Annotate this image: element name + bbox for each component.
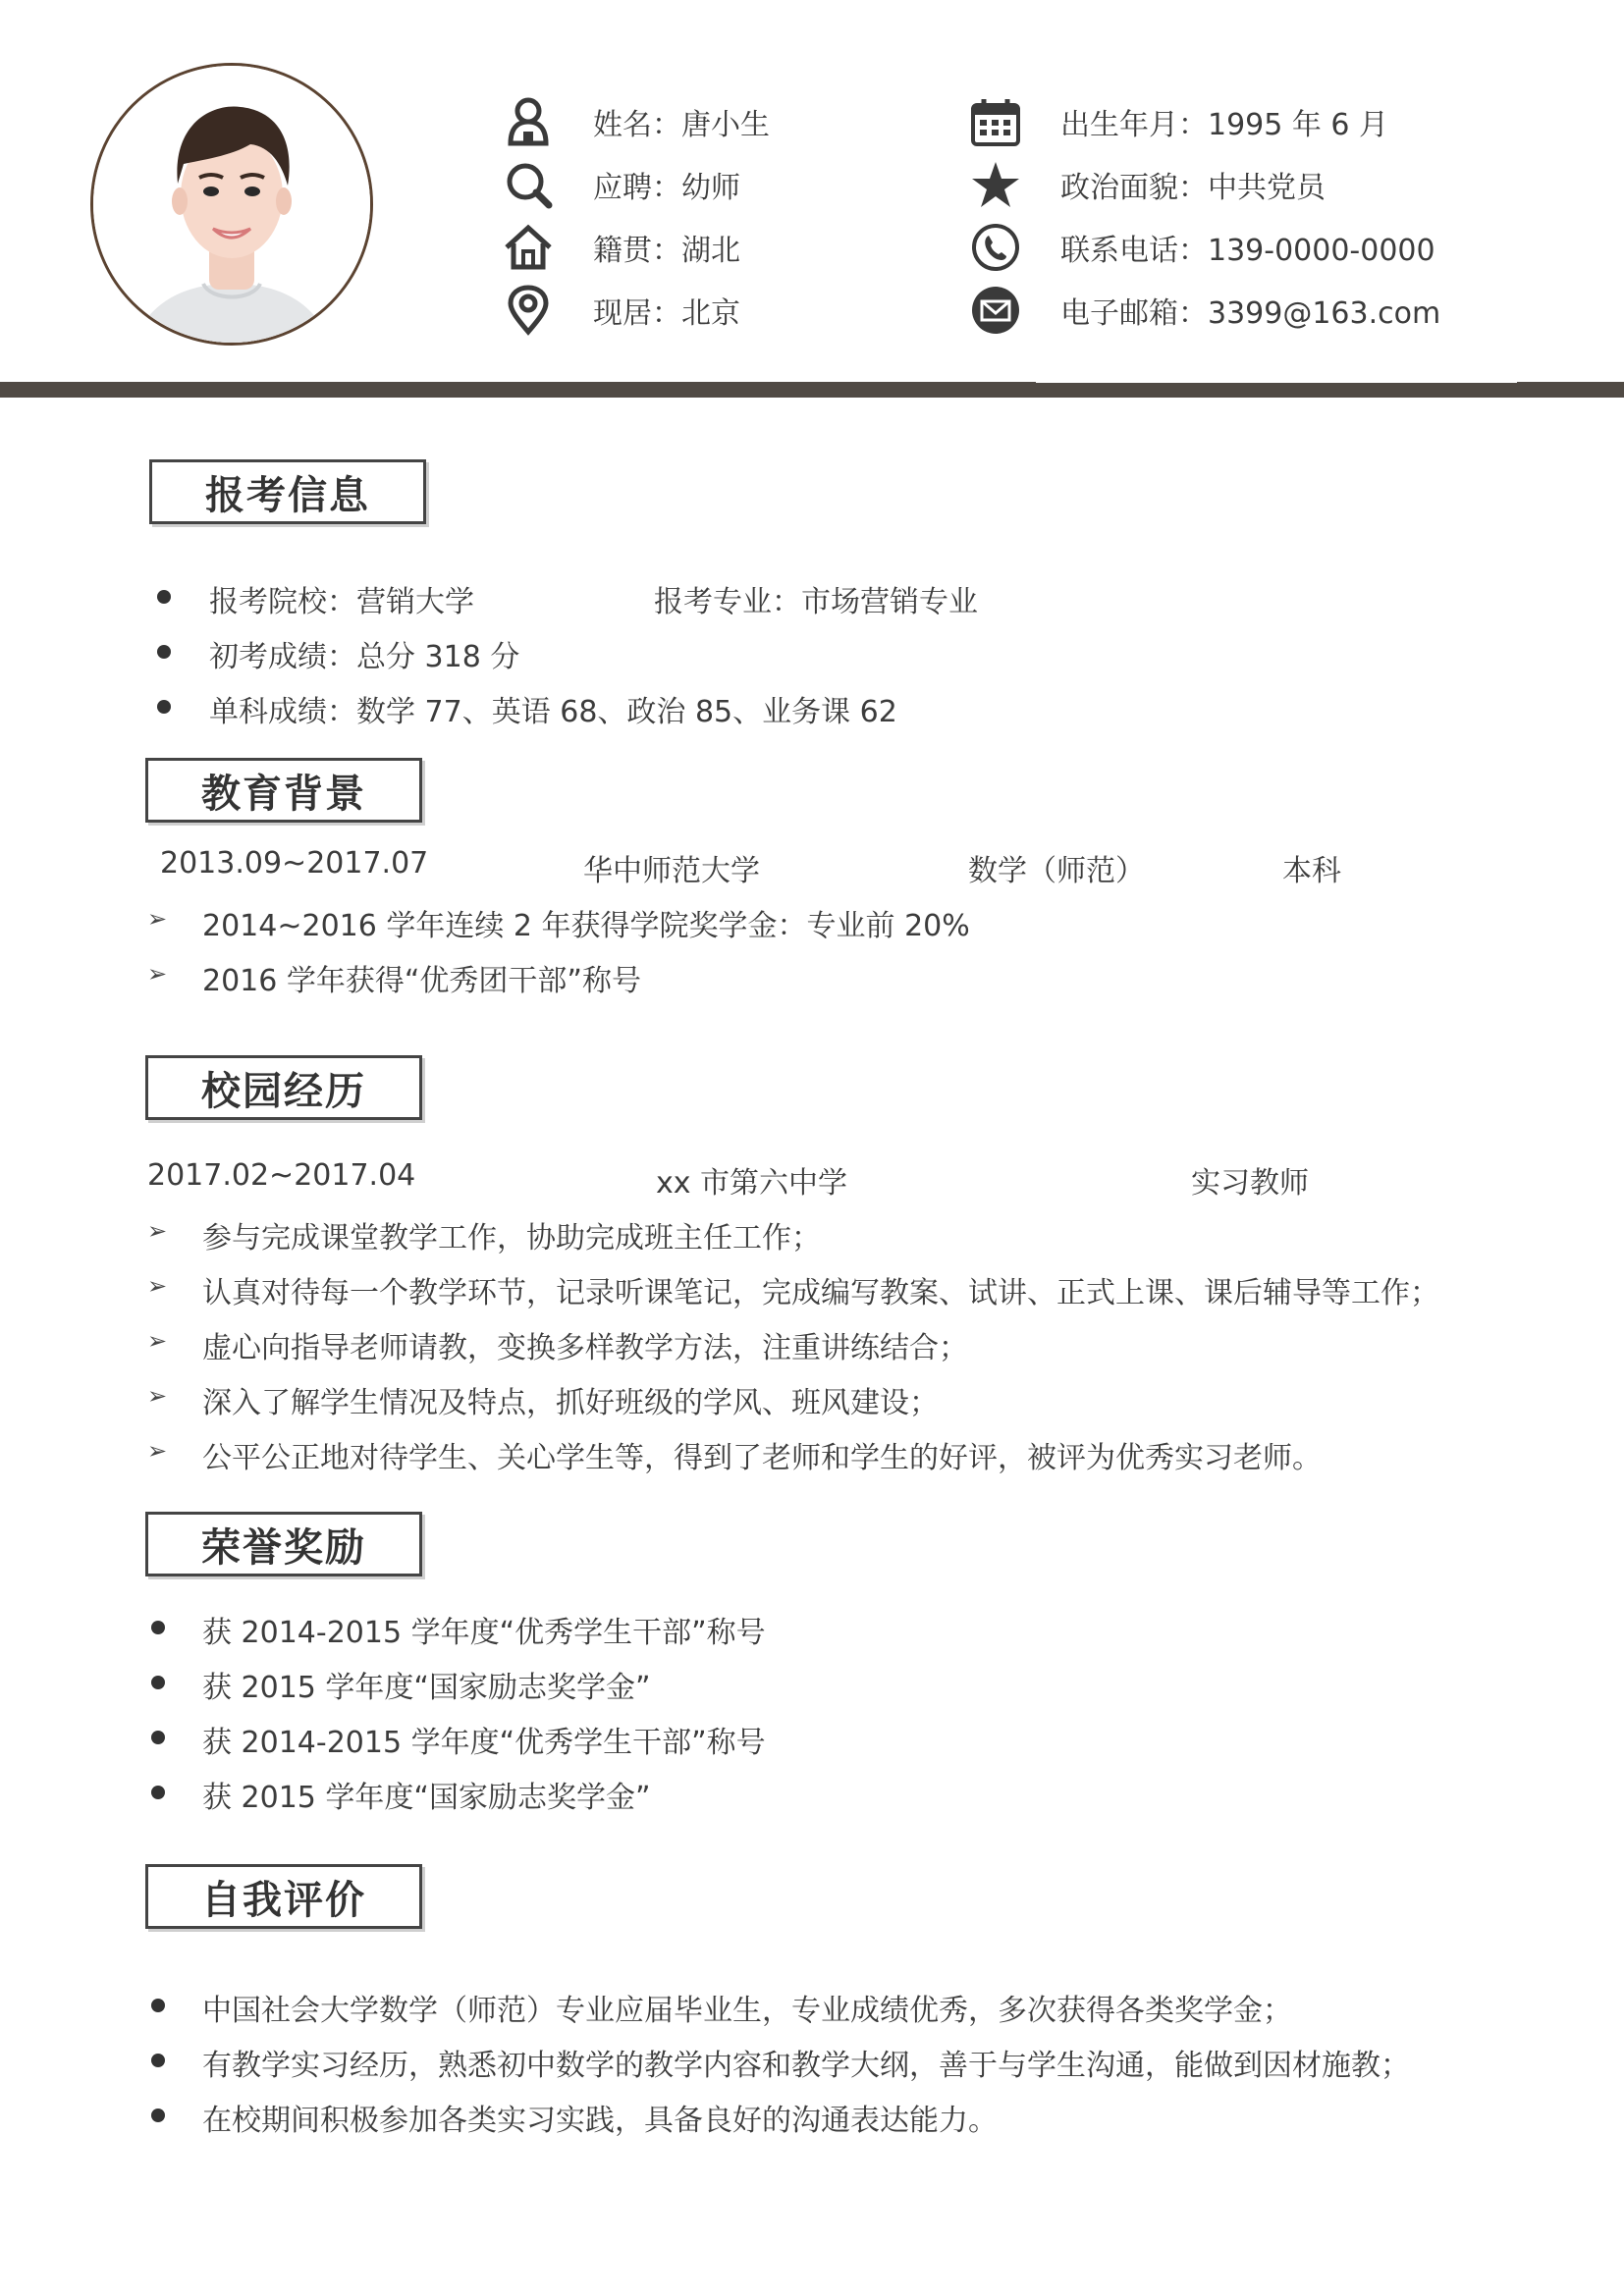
exam-school: 报考院校：营销大学 [209, 585, 474, 619]
info-phone [970, 222, 1435, 273]
section-title-self: 自我评价 [145, 1864, 422, 1929]
arrow-bullet-icon: ➢ [147, 1217, 168, 1245]
search-icon [503, 159, 554, 210]
name-text: 姓名：唐小生 [593, 108, 770, 142]
residence-text: 现居：北京 [593, 296, 740, 331]
info-politics [970, 159, 1326, 210]
bullet-dot [157, 590, 171, 604]
info-residence [503, 285, 740, 336]
self-item: 中国社会大学数学（师范）专业应届毕业生，专业成绩优秀，多次获得各类奖学金； [202, 1994, 1292, 2028]
email-text: 电子邮箱：3399@163.com [1060, 296, 1441, 331]
arrow-bullet-icon: ➢ [147, 960, 168, 988]
education-school: 华中师范大学 [583, 854, 760, 888]
exam-first-score: 初考成绩：总分 318 分 [209, 640, 520, 674]
profile-photo [90, 63, 373, 346]
arrow-bullet-icon: ➢ [147, 905, 168, 933]
education-item: 2014~2016 学年连续 2 年获得学院奖学金：专业前 20% [202, 909, 970, 943]
self-item: 在校期间积极参加各类实习实践，具备良好的沟通表达能力。 [202, 2104, 998, 2138]
info-birth [970, 96, 1388, 147]
education-major: 数学（师范） [968, 854, 1145, 888]
info-name [503, 96, 770, 147]
bullet-dot [151, 1731, 165, 1744]
politics-text: 政治面貌：中共党员 [1060, 171, 1326, 205]
education-period: 2013.09~2017.07 [160, 846, 429, 881]
header-divider-highlight [1036, 380, 1517, 383]
bullet-dot [151, 1786, 165, 1799]
education-item: 2016 学年获得“优秀团干部”称号 [202, 964, 641, 998]
apply-text: 应聘：幼师 [593, 171, 740, 205]
bullet-dot [151, 1676, 165, 1689]
honor-item: 获 2014-2015 学年度“优秀学生干部”称号 [202, 1726, 766, 1760]
info-email [970, 285, 1440, 336]
campus-period: 2017.02~2017.04 [147, 1158, 416, 1193]
bullet-dot [157, 645, 171, 659]
origin-text: 籍贯：湖北 [593, 234, 740, 268]
location-icon [503, 285, 554, 336]
header-divider [0, 382, 1624, 398]
arrow-bullet-icon: ➢ [147, 1272, 168, 1300]
campus-item: 深入了解学生情况及特点，抓好班级的学风、班风建设； [202, 1386, 939, 1420]
honor-item: 获 2015 学年度“国家励志奖学金” [202, 1671, 651, 1705]
bullet-dot [151, 1999, 165, 2012]
self-item: 有教学实习经历，熟悉初中数学的教学内容和教学大纲，善于与学生沟通，能做到因材施教； [202, 2049, 1410, 2083]
phone-text: 联系电话：139-0000-0000 [1060, 234, 1435, 268]
bullet-dot [151, 1621, 165, 1634]
campus-item: 虚心向指导老师请教，变换多样教学方法，注重讲练结合； [202, 1331, 968, 1365]
bullet-dot [157, 700, 171, 714]
section-title-campus: 校园经历 [145, 1055, 422, 1120]
honor-item: 获 2015 学年度“国家励志奖学金” [202, 1781, 651, 1815]
birth-text: 出生年月：1995 年 6 月 [1060, 108, 1389, 142]
mail-icon [970, 285, 1021, 336]
star-icon [970, 159, 1021, 210]
bullet-dot [151, 2109, 165, 2122]
section-title-exam: 报考信息 [149, 459, 426, 524]
info-origin [503, 222, 740, 273]
campus-item: 认真对待每一个教学环节，记录听课笔记，完成编写教案、试讲、正式上课、课后辅导等工作； [202, 1276, 1439, 1310]
exam-major: 报考专业：市场营销专业 [654, 585, 978, 619]
arrow-bullet-icon: ➢ [147, 1382, 168, 1410]
campus-item: 公平公正地对待学生、关心学生等，得到了老师和学生的好评，被评为优秀实习老师。 [202, 1441, 1322, 1475]
campus-role: 实习教师 [1191, 1166, 1309, 1201]
honor-item: 获 2014-2015 学年度“优秀学生干部”称号 [202, 1616, 766, 1650]
campus-place: xx 市第六中学 [656, 1166, 848, 1201]
section-title-education: 教育背景 [145, 758, 422, 823]
user-icon [503, 96, 554, 147]
exam-subject-scores: 单科成绩：数学 77、英语 68、政治 85、业务课 62 [209, 695, 897, 729]
calendar-icon [970, 96, 1021, 147]
arrow-bullet-icon: ➢ [147, 1327, 168, 1355]
section-title-honors: 荣誉奖励 [145, 1512, 422, 1576]
info-apply [503, 159, 740, 210]
bullet-dot [151, 2054, 165, 2067]
home-icon [503, 222, 554, 273]
education-degree: 本科 [1282, 854, 1341, 888]
arrow-bullet-icon: ➢ [147, 1437, 168, 1465]
phone-icon [970, 222, 1021, 273]
campus-item: 参与完成课堂教学工作，协助完成班主任工作； [202, 1221, 821, 1255]
